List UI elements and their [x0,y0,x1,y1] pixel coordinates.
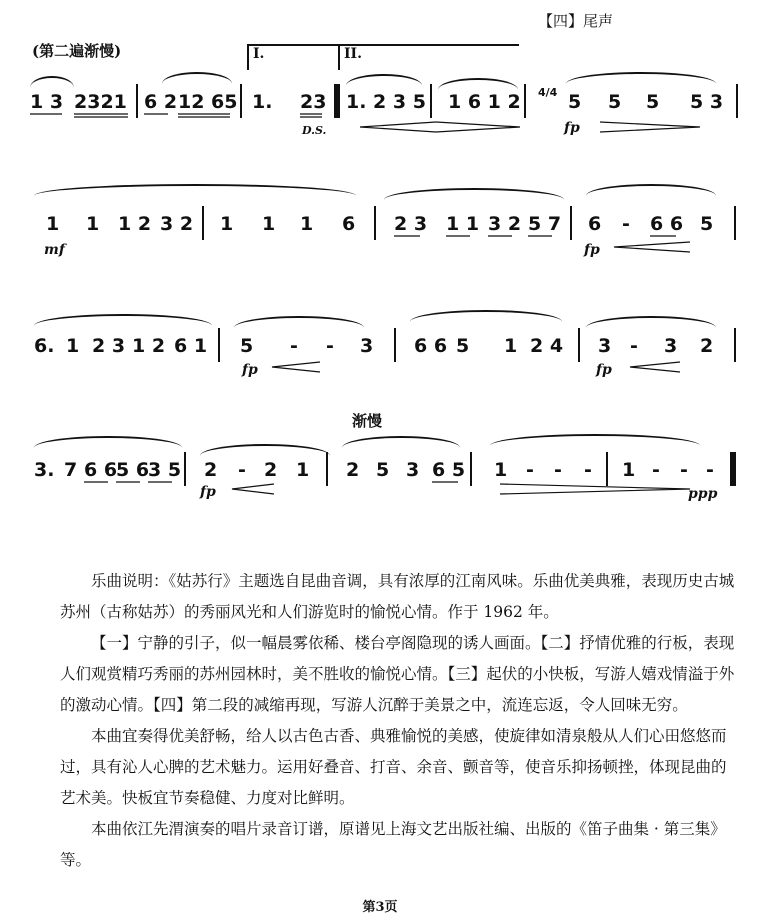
note-group: - [584,459,592,481]
note-group: 6 6 [650,213,684,235]
note-group: 3 [406,459,420,481]
decrescendo-hairpin [436,122,520,132]
note-group: - [290,335,298,357]
note-group: 3 5 [148,459,182,481]
note-group: 5 3 [690,91,724,113]
note-group: 1 1 [446,213,480,235]
description-text [60,566,740,876]
note-group: 5 7 [528,213,562,235]
note-group: 3 2 [160,213,194,235]
paragraph: 【一】宁静的引子，似一幅晨雾依稀、楼台亭阁隐现的诱人画面。【二】抒情优雅的行板，表现人们观赏精巧秀丽的苏州园林时，美不胜收的愉悦心情。【三】起伏的小快板，写游人嬉戏情溢于外的激动心情。【四】第二段的减缩再现，写游人沉醉于美景之中，流连忘返，令人回味无穷。 [60,634,735,714]
note-group: 5 [700,213,714,235]
note-group: - [680,459,688,481]
note-group: 1. [252,91,273,113]
note-group: - [622,213,630,235]
crescendo-hairpin [272,362,320,372]
note-group: 2 [204,459,218,481]
dynamic-marking: ppp [688,486,718,502]
note-group: 7 [64,459,78,481]
rit-marking: 渐慢 [352,412,383,430]
note-group: - [652,459,660,481]
note-group: 1 [494,459,508,481]
paragraph: 本曲依江先渭演奏的唱片录音订谱，原谱见上海文艺出版社编、出版的《笛子曲集 · 第三集》等。 [60,820,726,869]
note-group: 3 [598,335,612,357]
note-group: 1 [262,213,276,235]
note-group: - [554,459,562,481]
note-group: 1 2 [118,213,152,235]
note-group: 6 6 [84,459,118,481]
dynamic-marking: fp [596,362,612,378]
note-group: 6 5 [432,459,466,481]
note-group: 6 [342,213,356,235]
crescendo-hairpin [360,122,436,132]
note-group: 6. [34,335,55,357]
crescendo-hairpin [630,362,680,372]
note-group: 6 [588,213,602,235]
note-group: 1. 2 3 5 [346,91,426,113]
decrescendo-hairpin [600,122,700,132]
note-group: - [630,335,638,357]
note-group: 1 [46,213,60,235]
dynamic-marking: fp [242,362,258,378]
note-group: 12 65 [178,91,238,113]
paragraph: 乐曲说明：《姑苏行》主题选自昆曲音调，具有浓厚的江南风味。乐曲优美典雅，表现历史古城苏州（古称姑苏）的秀丽风光和人们游览时的愉悦心情。作于 1962 年。 [60,572,735,621]
note-group: 23 [300,91,327,113]
note-group: 5 [240,335,254,357]
tempo-instruction: (第二遍渐慢) [32,42,122,60]
volta-first-ending: I. [247,44,339,70]
note-group: 3. [34,459,55,481]
note-group: - [526,459,534,481]
note-group: - [326,335,334,357]
page-number: 第3页 [362,900,398,915]
note-group: 1 [300,213,314,235]
note-group: 3 [664,335,678,357]
note-group: - [706,459,714,481]
note-group: 6 1 [174,335,208,357]
note-group: 2 4 [530,335,564,357]
dynamic-marking: mf [44,242,65,258]
note-group: 2 [264,459,278,481]
note-group: 2 [700,335,714,357]
note-group: 5 [646,91,660,113]
note-group: - [238,459,246,481]
note-group: 6 6 [414,335,448,357]
note-group: 5 [376,459,390,481]
paragraph: 本曲宜奏得优美舒畅，给人以古色古香、典雅愉悦的美感，使旋律如清泉般从人们心田悠悠而过，具有沁人心脾的艺术魅力。运用好叠音、打音、余音、颤音等，使音乐抑扬顿挫，体现昆曲的艺术美。快板宜节奏稳健、力度对比鲜明。 [60,727,727,807]
note-group: 2 3 [92,335,126,357]
note-group: 1 6 1 2 [448,91,521,113]
note-group: 1 [86,213,100,235]
note-group: 1 3 [30,91,64,113]
note-group: 5 6 [116,459,150,481]
note-group: 1 [296,459,310,481]
note-group: 2 3 [394,213,428,235]
note-group: 5 [568,91,582,113]
crescendo-hairpin [614,242,690,252]
note-group: 1 [220,213,234,235]
dynamic-marking: fp [200,484,216,500]
ds-mark: D.S. [302,124,327,137]
note-group: 1 [504,335,518,357]
note-group: 1 [622,459,636,481]
note-group: 3 [360,335,374,357]
note-group: 5 [456,335,470,357]
dynamic-marking: fp [564,120,580,136]
note-group: 1 2 [132,335,166,357]
decrescendo-hairpin [500,484,690,494]
section-label: 【四】尾声 [538,12,614,30]
note-group: 5 [608,91,622,113]
note-group: 2 [346,459,360,481]
note-group: 1 [66,335,80,357]
volta-second-ending: II. [338,44,519,70]
note-group: 6 2 [144,91,178,113]
note-group: 3 2 [488,213,522,235]
note-group: 2321 [74,91,127,113]
crescendo-hairpin [232,484,274,494]
dynamic-marking: fp [584,242,600,258]
time-signature: 4/4 [538,86,558,99]
